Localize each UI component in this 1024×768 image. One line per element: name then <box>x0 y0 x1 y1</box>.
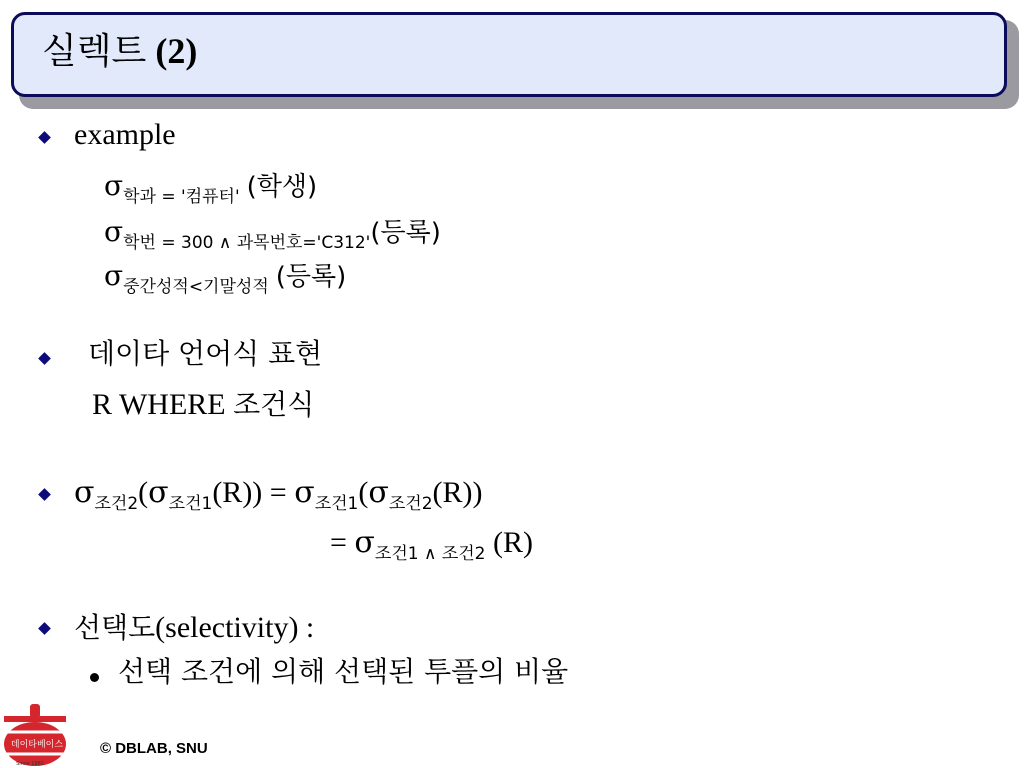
diamond-bullet-icon <box>38 131 51 144</box>
dblab-logo-icon <box>0 702 76 768</box>
diamond-bullet-icon <box>38 488 51 501</box>
slide-title-suffix: (2) <box>155 31 198 71</box>
selection-relation: (등록) <box>275 262 347 292</box>
conjunction-formula <box>330 525 533 564</box>
condition-sub: 조건2 <box>441 544 486 564</box>
selectivity-label-english: (selectivity) : <box>155 611 315 644</box>
condition-sub: 조건1 <box>314 494 359 514</box>
footer-copyright: © DBLAB, SNU <box>100 740 208 757</box>
selection-condition-b: 과목번호='C312' <box>236 233 371 253</box>
selectivity-definition: 선택 조건에 의해 선택된 투플의 비율 <box>118 655 569 688</box>
slide-title-korean: 실렉트 <box>42 31 147 72</box>
relation-r: (R)) <box>432 476 483 509</box>
selection-expr-2 <box>104 215 441 253</box>
selectivity-label <box>74 613 314 643</box>
condition-sub-and: 조건1 ∧ <box>374 544 442 564</box>
selection-condition: 중간성적<기말성적 <box>123 277 269 297</box>
bullet-data-language-label: 데이타 언어식 표현 <box>88 337 323 370</box>
diamond-bullet-icon <box>38 352 51 365</box>
sigma-symbol: σ <box>104 215 124 248</box>
relation-r: (R) <box>485 526 533 559</box>
condition-sub: 조건2 <box>94 494 139 514</box>
title-box <box>11 12 1007 97</box>
where-expression-condition: 조건식 <box>233 388 315 421</box>
diamond-bullet-icon <box>38 622 51 635</box>
sigma-symbol: σ <box>148 475 169 510</box>
equals: = <box>330 526 355 559</box>
selection-relation: (학생) <box>246 172 318 202</box>
relation-r: (R)) <box>212 476 263 509</box>
selection-condition: 학과 = '컴퓨터' <box>123 187 240 207</box>
logo-text: 데이타베이스 <box>10 740 64 750</box>
commutativity-formula <box>74 475 483 514</box>
where-expression <box>92 390 314 420</box>
selection-expr-3 <box>104 259 347 297</box>
sigma-symbol: σ <box>104 259 124 292</box>
slide-title <box>42 33 197 70</box>
condition-sub: 조건2 <box>388 494 433 514</box>
sigma-symbol: σ <box>104 169 124 202</box>
selection-relation: (등록) <box>370 218 441 248</box>
bullet-example-label: example <box>74 118 176 151</box>
equals: = <box>262 476 295 509</box>
sigma-symbol: σ <box>368 475 389 510</box>
round-bullet-icon <box>90 673 99 682</box>
paren: ( <box>358 476 369 509</box>
selection-expr-1 <box>104 169 318 207</box>
selection-condition-a: 학번 = 300 ∧ <box>123 233 237 253</box>
sigma-symbol: σ <box>354 525 375 560</box>
sigma-symbol: σ <box>294 475 315 510</box>
sigma-symbol: σ <box>74 475 95 510</box>
selectivity-label-korean: 선택도 <box>74 611 156 644</box>
condition-sub: 조건1 <box>168 494 213 514</box>
where-expression-prefix: R WHERE <box>92 388 234 421</box>
logo-since: Since 1982 <box>16 761 44 767</box>
paren: ( <box>138 476 149 509</box>
